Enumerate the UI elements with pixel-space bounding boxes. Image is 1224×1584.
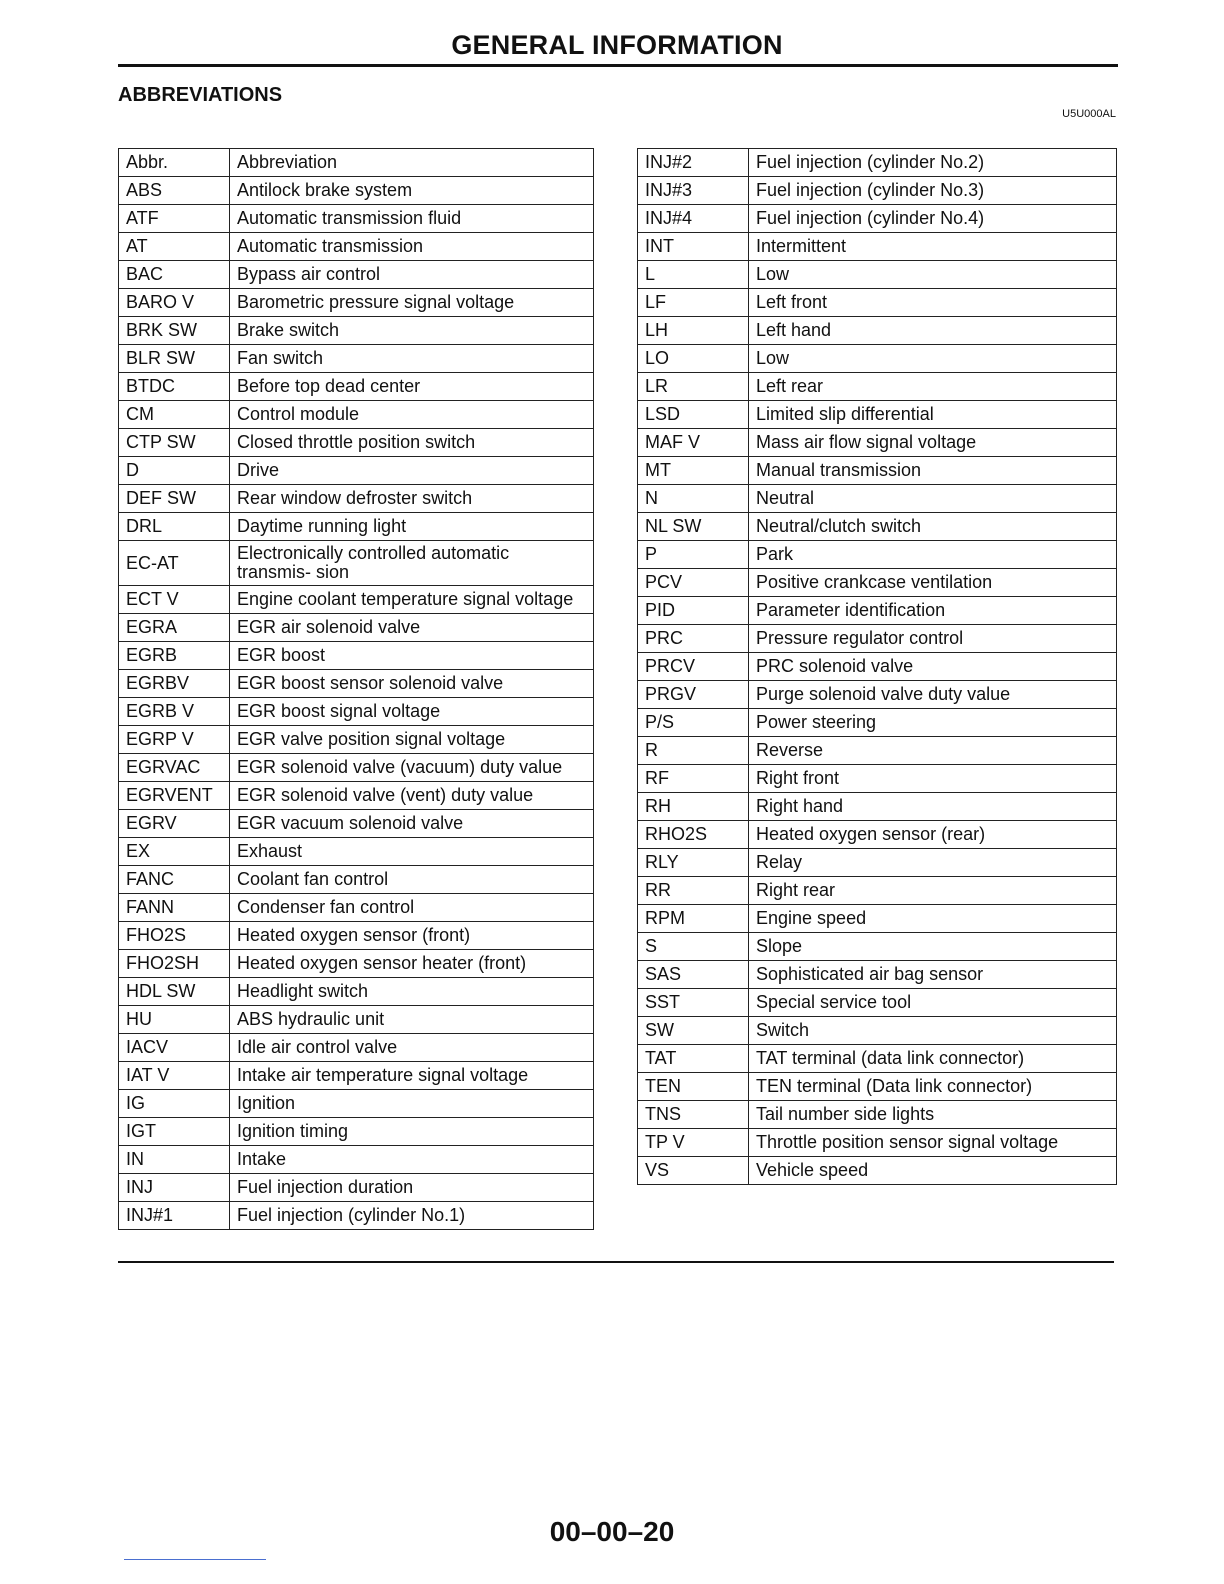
meaning-cell: EGR solenoid valve (vacuum) duty value bbox=[230, 754, 594, 782]
table-row bbox=[119, 261, 594, 289]
meaning-cell: Exhaust bbox=[230, 838, 594, 866]
meaning-cell: Daytime running light bbox=[230, 513, 594, 541]
abbreviation-cell: SW bbox=[638, 1017, 749, 1045]
table-row bbox=[638, 625, 1117, 653]
page-title: GENERAL INFORMATION bbox=[451, 30, 783, 60]
table-row bbox=[638, 205, 1117, 233]
abbreviation-cell: EGRVAC bbox=[119, 754, 230, 782]
table-row bbox=[119, 1006, 594, 1034]
meaning-cell: Low bbox=[749, 345, 1117, 373]
meaning-cell: Headlight switch bbox=[230, 978, 594, 1006]
meaning-cell: Relay bbox=[749, 849, 1117, 877]
table-row bbox=[119, 782, 594, 810]
meaning-cell: EGR solenoid valve (vent) duty value bbox=[230, 782, 594, 810]
abbreviation-cell: TEN bbox=[638, 1073, 749, 1101]
abbreviation-cell: ECT V bbox=[119, 586, 230, 614]
corner-line bbox=[124, 1559, 266, 1560]
abbreviation-cell: D bbox=[119, 457, 230, 485]
table-row bbox=[638, 989, 1117, 1017]
abbreviation-cell: EGRP V bbox=[119, 726, 230, 754]
title-divider bbox=[118, 64, 1118, 67]
abbreviation-cell: R bbox=[638, 737, 749, 765]
abbreviation-cell: N bbox=[638, 485, 749, 513]
abbreviation-cell: TAT bbox=[638, 1045, 749, 1073]
abbreviation-cell: EGRA bbox=[119, 614, 230, 642]
meaning-cell: ABS hydraulic unit bbox=[230, 1006, 594, 1034]
abbreviation-cell: IN bbox=[119, 1146, 230, 1174]
abbreviation-cell: RF bbox=[638, 765, 749, 793]
abbreviation-cell: BARO V bbox=[119, 289, 230, 317]
meaning-cell: Power steering bbox=[749, 709, 1117, 737]
meaning-cell: Ignition bbox=[230, 1090, 594, 1118]
abbreviation-cell: EGRV bbox=[119, 810, 230, 838]
abbreviation-cell: INJ#2 bbox=[638, 149, 749, 177]
table-row bbox=[119, 233, 594, 261]
table-row bbox=[638, 821, 1117, 849]
table-row bbox=[119, 698, 594, 726]
abbreviation-cell: INJ#4 bbox=[638, 205, 749, 233]
table-row bbox=[119, 866, 594, 894]
bottom-divider bbox=[118, 1261, 1114, 1263]
abbreviation-cell: FHO2S bbox=[119, 922, 230, 950]
table-row bbox=[638, 485, 1117, 513]
table-row bbox=[119, 457, 594, 485]
abbreviation-cell: P/S bbox=[638, 709, 749, 737]
table-row bbox=[638, 961, 1117, 989]
meaning-cell: Engine speed bbox=[749, 905, 1117, 933]
meaning-cell: Heated oxygen sensor heater (front) bbox=[230, 950, 594, 978]
table-row bbox=[638, 289, 1117, 317]
table-row bbox=[119, 373, 594, 401]
abbreviation-cell: CTP SW bbox=[119, 429, 230, 457]
meaning-cell: Brake switch bbox=[230, 317, 594, 345]
table-row bbox=[119, 726, 594, 754]
meaning-cell: Right front bbox=[749, 765, 1117, 793]
meaning-cell: EGR vacuum solenoid valve bbox=[230, 810, 594, 838]
table-row bbox=[638, 177, 1117, 205]
abbreviations-table-left bbox=[118, 148, 594, 1230]
table-row bbox=[638, 345, 1117, 373]
table-row bbox=[119, 894, 594, 922]
abbreviation-cell: IACV bbox=[119, 1034, 230, 1062]
meaning-cell: Barometric pressure signal voltage bbox=[230, 289, 594, 317]
meaning-cell: Neutral/clutch switch bbox=[749, 513, 1117, 541]
abbreviation-cell: BTDC bbox=[119, 373, 230, 401]
abbreviation-cell: RH bbox=[638, 793, 749, 821]
meaning-cell: Left front bbox=[749, 289, 1117, 317]
meaning-cell: Pressure regulator control bbox=[749, 625, 1117, 653]
abbreviation-cell: RHO2S bbox=[638, 821, 749, 849]
abbreviation-cell: INJ#3 bbox=[638, 177, 749, 205]
meaning-cell: EGR air solenoid valve bbox=[230, 614, 594, 642]
abbreviation-cell: TP V bbox=[638, 1129, 749, 1157]
meaning-cell: EGR boost signal voltage bbox=[230, 698, 594, 726]
table-row bbox=[638, 849, 1117, 877]
abbreviation-cell: PID bbox=[638, 597, 749, 625]
abbreviation-cell: INT bbox=[638, 233, 749, 261]
abbreviation-cell: NL SW bbox=[638, 513, 749, 541]
abbreviation-cell: HDL SW bbox=[119, 978, 230, 1006]
abbreviation-cell: INJ#1 bbox=[119, 1202, 230, 1230]
meaning-cell: Abbreviation bbox=[230, 149, 594, 177]
meaning-cell: Heated oxygen sensor (rear) bbox=[749, 821, 1117, 849]
table-row bbox=[119, 289, 594, 317]
meaning-cell: Bypass air control bbox=[230, 261, 594, 289]
table-row bbox=[638, 709, 1117, 737]
table-row bbox=[638, 541, 1117, 569]
abbreviation-cell: RPM bbox=[638, 905, 749, 933]
table-row bbox=[638, 765, 1117, 793]
abbreviation-cell: BRK SW bbox=[119, 317, 230, 345]
table-row bbox=[638, 597, 1117, 625]
abbreviation-cell: RLY bbox=[638, 849, 749, 877]
table-row bbox=[638, 653, 1117, 681]
table-row bbox=[638, 1045, 1117, 1073]
table-row bbox=[638, 569, 1117, 597]
abbreviation-cell: S bbox=[638, 933, 749, 961]
meaning-cell: Intermittent bbox=[749, 233, 1117, 261]
abbreviation-cell: L bbox=[638, 261, 749, 289]
meaning-cell: Park bbox=[749, 541, 1117, 569]
table-row bbox=[119, 1090, 594, 1118]
abbreviation-cell: INJ bbox=[119, 1174, 230, 1202]
table-row bbox=[119, 978, 594, 1006]
table-row bbox=[119, 1118, 594, 1146]
meaning-cell: Sophisticated air bag sensor bbox=[749, 961, 1117, 989]
abbreviations-table-right-body bbox=[638, 149, 1117, 1185]
table-row bbox=[119, 205, 594, 233]
table-row bbox=[638, 877, 1117, 905]
abbreviations-table-left-body bbox=[119, 149, 594, 1230]
abbreviation-cell: PRC bbox=[638, 625, 749, 653]
meaning-cell: Automatic transmission fluid bbox=[230, 205, 594, 233]
meaning-cell: Rear window defroster switch bbox=[230, 485, 594, 513]
meaning-cell: Reverse bbox=[749, 737, 1117, 765]
table-row bbox=[119, 614, 594, 642]
abbreviation-cell: AT bbox=[119, 233, 230, 261]
table-row bbox=[119, 1034, 594, 1062]
table-row bbox=[638, 1101, 1117, 1129]
table-row bbox=[638, 1157, 1117, 1185]
abbreviation-cell: RR bbox=[638, 877, 749, 905]
abbreviation-cell: TNS bbox=[638, 1101, 749, 1129]
abbreviation-cell: HU bbox=[119, 1006, 230, 1034]
table-row bbox=[638, 737, 1117, 765]
meaning-cell: Throttle position sensor signal voltage bbox=[749, 1129, 1117, 1157]
meaning-cell: TAT terminal (data link connector) bbox=[749, 1045, 1117, 1073]
meaning-cell: Slope bbox=[749, 933, 1117, 961]
meaning-cell: Fuel injection (cylinder No.1) bbox=[230, 1202, 594, 1230]
abbreviation-cell: ABS bbox=[119, 177, 230, 205]
meaning-cell: Antilock brake system bbox=[230, 177, 594, 205]
abbreviation-cell: SST bbox=[638, 989, 749, 1017]
meaning-cell: Fuel injection (cylinder No.4) bbox=[749, 205, 1117, 233]
table-row bbox=[119, 345, 594, 373]
meaning-cell: Vehicle speed bbox=[749, 1157, 1117, 1185]
abbreviation-cell: DEF SW bbox=[119, 485, 230, 513]
meaning-cell: EGR boost sensor solenoid valve bbox=[230, 670, 594, 698]
meaning-cell: Idle air control valve bbox=[230, 1034, 594, 1062]
table-row bbox=[119, 810, 594, 838]
meaning-cell: Right rear bbox=[749, 877, 1117, 905]
table-row bbox=[638, 793, 1117, 821]
meaning-cell: Closed throttle position switch bbox=[230, 429, 594, 457]
abbreviation-cell: IGT bbox=[119, 1118, 230, 1146]
meaning-cell: Fuel injection (cylinder No.3) bbox=[749, 177, 1117, 205]
abbreviation-cell: SAS bbox=[638, 961, 749, 989]
table-row bbox=[119, 950, 594, 978]
meaning-cell: Coolant fan control bbox=[230, 866, 594, 894]
abbreviation-cell: LF bbox=[638, 289, 749, 317]
meaning-cell: Ignition timing bbox=[230, 1118, 594, 1146]
abbreviation-cell: FANC bbox=[119, 866, 230, 894]
meaning-cell: Switch bbox=[749, 1017, 1117, 1045]
table-row bbox=[638, 261, 1117, 289]
meaning-cell: Tail number side lights bbox=[749, 1101, 1117, 1129]
meaning-cell: Intake bbox=[230, 1146, 594, 1174]
table-row bbox=[119, 149, 594, 177]
abbreviation-cell: Abbr. bbox=[119, 149, 230, 177]
abbreviation-cell: LH bbox=[638, 317, 749, 345]
abbreviation-cell: DRL bbox=[119, 513, 230, 541]
meaning-cell: Fuel injection duration bbox=[230, 1174, 594, 1202]
table-row bbox=[119, 586, 594, 614]
meaning-cell: Drive bbox=[230, 457, 594, 485]
meaning-cell: Electronically controlled automatic transmis- sion bbox=[230, 541, 594, 586]
meaning-cell: Control module bbox=[230, 401, 594, 429]
abbreviation-cell: IG bbox=[119, 1090, 230, 1118]
table-row bbox=[638, 401, 1117, 429]
meaning-cell: Intake air temperature signal voltage bbox=[230, 1062, 594, 1090]
abbreviation-cell: BAC bbox=[119, 261, 230, 289]
table-row bbox=[638, 681, 1117, 709]
table-row bbox=[119, 485, 594, 513]
meaning-cell: Right hand bbox=[749, 793, 1117, 821]
abbreviation-cell: P bbox=[638, 541, 749, 569]
abbreviation-cell: BLR SW bbox=[119, 345, 230, 373]
meaning-cell: Purge solenoid valve duty value bbox=[749, 681, 1117, 709]
abbreviation-cell: EX bbox=[119, 838, 230, 866]
table-row bbox=[119, 922, 594, 950]
meaning-cell: Left rear bbox=[749, 373, 1117, 401]
meaning-cell: Positive crankcase ventilation bbox=[749, 569, 1117, 597]
abbreviation-cell: EC-AT bbox=[119, 541, 230, 586]
abbreviation-cell: FHO2SH bbox=[119, 950, 230, 978]
abbreviation-cell: PRCV bbox=[638, 653, 749, 681]
table-row bbox=[638, 1129, 1117, 1157]
table-row bbox=[638, 233, 1117, 261]
table-row bbox=[638, 429, 1117, 457]
abbreviation-cell: IAT V bbox=[119, 1062, 230, 1090]
meaning-cell: Limited slip differential bbox=[749, 401, 1117, 429]
abbreviation-cell: VS bbox=[638, 1157, 749, 1185]
meaning-cell: Fan switch bbox=[230, 345, 594, 373]
meaning-cell: Condenser fan control bbox=[230, 894, 594, 922]
table-row bbox=[638, 317, 1117, 345]
table-row bbox=[638, 1017, 1117, 1045]
meaning-cell: Left hand bbox=[749, 317, 1117, 345]
table-row bbox=[119, 317, 594, 345]
table-row bbox=[638, 513, 1117, 541]
abbreviation-cell: EGRVENT bbox=[119, 782, 230, 810]
abbreviation-cell: ATF bbox=[119, 205, 230, 233]
table-row bbox=[638, 905, 1117, 933]
meaning-cell: Heated oxygen sensor (front) bbox=[230, 922, 594, 950]
page-number: 00–00–20 bbox=[549, 1516, 675, 1547]
abbreviation-cell: PCV bbox=[638, 569, 749, 597]
table-row bbox=[119, 513, 594, 541]
table-row bbox=[119, 1174, 594, 1202]
table-row bbox=[119, 1062, 594, 1090]
table-row bbox=[119, 177, 594, 205]
table-row bbox=[119, 1146, 594, 1174]
meaning-cell: Fuel injection (cylinder No.2) bbox=[749, 149, 1117, 177]
meaning-cell: TEN terminal (Data link connector) bbox=[749, 1073, 1117, 1101]
table-row bbox=[638, 373, 1117, 401]
document-code: U5U000AL bbox=[1062, 108, 1116, 120]
abbreviation-cell: MT bbox=[638, 457, 749, 485]
meaning-cell: Engine coolant temperature signal voltage bbox=[230, 586, 594, 614]
table-row bbox=[638, 457, 1117, 485]
meaning-cell: Before top dead center bbox=[230, 373, 594, 401]
abbreviation-cell: LO bbox=[638, 345, 749, 373]
abbreviation-cell: EGRB bbox=[119, 642, 230, 670]
table-row bbox=[119, 838, 594, 866]
table-row bbox=[119, 1202, 594, 1230]
table-row bbox=[638, 1073, 1117, 1101]
table-row bbox=[119, 642, 594, 670]
meaning-cell: EGR boost bbox=[230, 642, 594, 670]
meaning-cell: PRC solenoid valve bbox=[749, 653, 1117, 681]
meaning-cell: Neutral bbox=[749, 485, 1117, 513]
abbreviations-table-right bbox=[637, 148, 1117, 1185]
table-row bbox=[119, 429, 594, 457]
meaning-cell: Mass air flow signal voltage bbox=[749, 429, 1117, 457]
table-row bbox=[638, 149, 1117, 177]
table-row bbox=[638, 933, 1117, 961]
abbreviation-cell: CM bbox=[119, 401, 230, 429]
abbreviation-cell: LR bbox=[638, 373, 749, 401]
meaning-cell: EGR valve position signal voltage bbox=[230, 726, 594, 754]
meaning-cell: Parameter identification bbox=[749, 597, 1117, 625]
table-row bbox=[119, 754, 594, 782]
abbreviation-cell: LSD bbox=[638, 401, 749, 429]
table-row bbox=[119, 541, 594, 586]
abbreviation-cell: MAF V bbox=[638, 429, 749, 457]
meaning-cell: Automatic transmission bbox=[230, 233, 594, 261]
meaning-cell: Special service tool bbox=[749, 989, 1117, 1017]
abbreviation-cell: PRGV bbox=[638, 681, 749, 709]
abbreviation-cell: EGRBV bbox=[119, 670, 230, 698]
abbreviation-cell: FANN bbox=[119, 894, 230, 922]
table-row bbox=[119, 401, 594, 429]
abbreviation-cell: EGRB V bbox=[119, 698, 230, 726]
table-row bbox=[119, 670, 594, 698]
meaning-cell: Manual transmission bbox=[749, 457, 1117, 485]
section-heading: ABBREVIATIONS bbox=[118, 84, 283, 106]
meaning-cell: Low bbox=[749, 261, 1117, 289]
